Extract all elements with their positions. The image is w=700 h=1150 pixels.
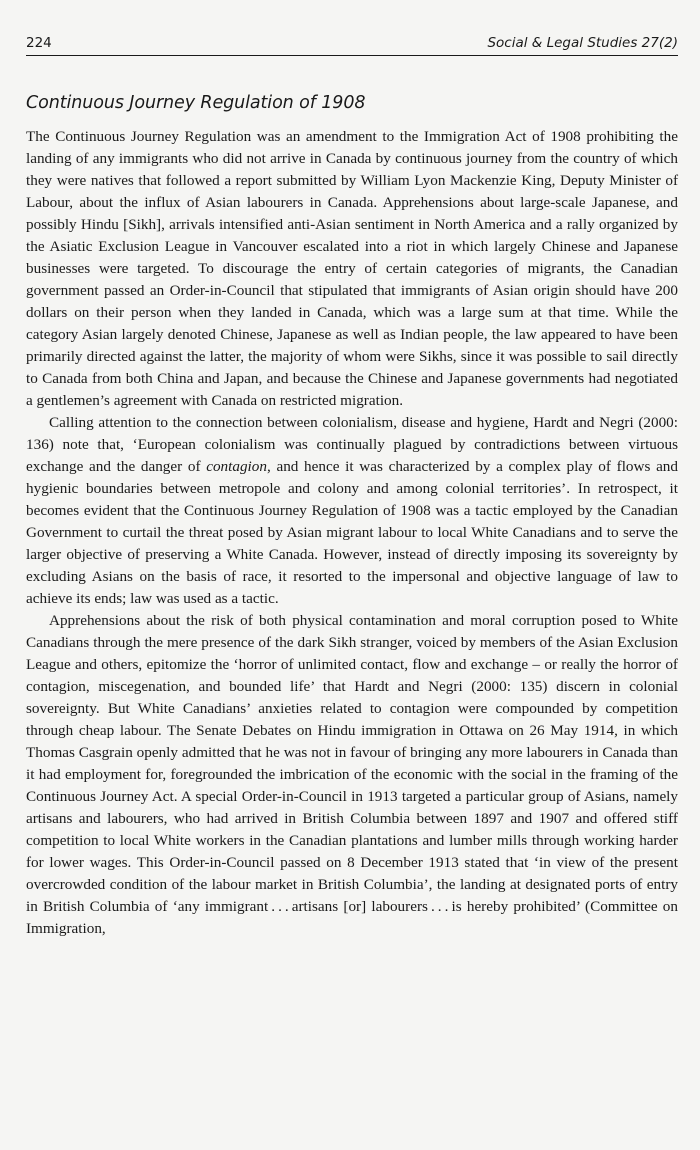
paragraph-2-emphasis: contagion	[206, 458, 267, 475]
paragraph-2-text-b: , and hence it was characterized by a complex play of flows and hygienic boundaries between metropole and colony and among colonial territories’. In retrospect, it becomes evident that the Continuous Journey Regulation of 1908 was a tactic employed by the Canadian Government to curtail the threat posed by Asian migrant labour to local White Canadians and to serve the larger objective of preserving a White Canada. However, instead of directly imposing its sovereignty by excluding Asians on the basis of race, it resorted to the impersonal and objective language of law to achieve its ends; law was used as a tactic.	[26, 458, 678, 607]
running-head	[26, 33, 678, 56]
paragraph-1: The Continuous Journey Regulation was an amendment to the Immigration Act of 1908 prohibiting the landing of any immigrants who did not arrive in Canada by continuous journey from the country of which they were natives that followed a report submitted by William Lyon Mackenzie King, Deputy Minister of Labour, about the influx of Asian labourers in Canada. Apprehensions about large-scale Japanese, and possibly Hindu [Sikh], arrivals intensified anti-Asian sentiment in North America and a rally organized by the Asiatic Exclusion League in Vancouver escalated into a riot in which largely Chinese and Japanese businesses were targeted. To discourage the entry of certain categories of migrants, the Canadian government passed an Order-in-Council that stipulated that immigrants of Asian origin should have 200 dollars on their person when they landed in Canada, which was a large sum at that time. While the category Asian largely denoted Chinese, Japanese as well as Indian people, the law appeared to have been primarily directed against the latter, the majority of whom were Sikhs, since it was possible to sail directly to Canada from both China and Japan, and because the Chinese and Japanese governments had negotiated a gentlemen’s agreement with Canada on restricted migration.	[26, 128, 678, 409]
paragraph-2	[26, 412, 678, 610]
paragraph-3: Apprehensions about the risk of both physical contamination and moral corruption posed to White Canadians through the mere presence of the dark Sikh stranger, voiced by members of the Asian Exclusion League and others, epitomize the ‘horror of unlimited contact, flow and exchange – or really the horror of contagion, miscegenation, and bounded life’ that Hardt and Negri (2000: 135) discern in colonial sovereignty. But White Canadians’ anxieties related to contagion were compounded by competition through cheap labour. The Senate Debates on Hindu immigration in Ottawa on 26 May 1914, in which Thomas Casgrain openly admitted that he was not in favour of bringing any more labourers in Canada than it had employment for, foregrounded the imbrication of the economic with the social in the framing of the Continuous Journey Act. A special Order-in-Council in 1913 targeted a particular group of Asians, namely artisans and labourers, who had arrived in British Columbia between 1897 and 1907 and offered stiff competition to local White workers in the Canadian plantations and lumber mills through working harder for lower wages. This Order-in-Council passed on 8 December 1913 stated that ‘in view of the present overcrowded condition of the labour market in British Columbia’, the landing at designated ports of entry in British Columbia of ‘any immigrant . . . artisans [or] labourers . . . is hereby prohibited’ (Committee on Immigration,	[26, 612, 678, 937]
page-number: 224	[26, 35, 52, 51]
journal-title: Social & Legal Studies 27(2)	[487, 35, 678, 51]
section-heading: Continuous Journey Regulation of 1908	[26, 93, 366, 113]
article-body	[26, 126, 678, 940]
paragraph-2-text-a: Calling attention to the connection between colonialism, disease and hygiene, Hardt and Negri (2000: 136) note that, ‘European colonialism was continually plagued by contradictions between virtuous exchange and the danger of	[26, 414, 678, 475]
